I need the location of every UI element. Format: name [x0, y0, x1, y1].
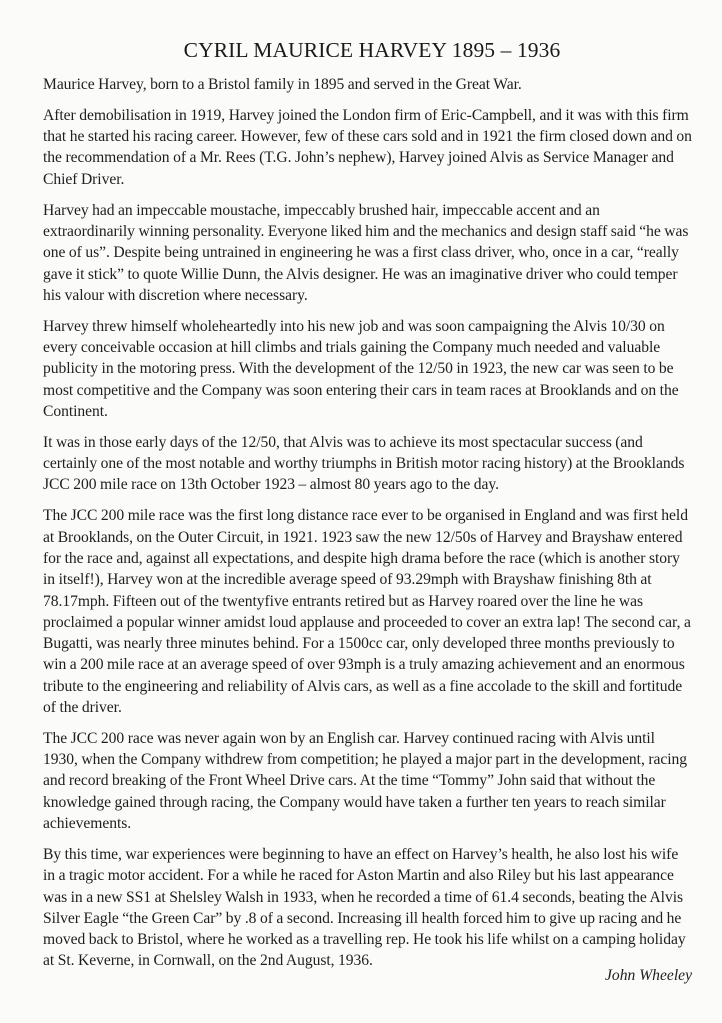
paragraph-later-racing: The JCC 200 race was never again won by an English car. Harvey continued racing with Alvis until 1930, when the Company withdrew from competition; he played a major part in the development, racing and record breaking of the Front Wheel Drive cars. At the time “Tommy” John said that without the knowledge gained through racing, the Company would have taken a further ten years to reach similar achievements.	[43, 729, 688, 833]
paragraph-success: It was in those early days of the 12/50, that Alvis was to achieve its most spectacular success (and certainly one of the most notable and worthy triumphs in British motor racing history) at the Brooklands JCC 200 mile race on 13th October 1923 – almost 80 years ago to the day.	[43, 433, 685, 494]
paragraph-campaigning: Harvey threw himself wholeheartedly into his new job and was soon campaigning the Alvis 10/30 on every conceivable occasion at hill climbs and trials gaining the Company much needed and valuable publicity in the motoring press. With the development of the 12/50 in 1923, the new car was seen to be most competitive and the Company was soon entering their cars in team races at Brooklands and on the Continent.	[43, 317, 679, 420]
paragraph-early-career: After demobilisation in 1919, Harvey joined the London firm of Eric-Campbell, and it was with this firm that he started his racing career. However, few of these cars sold and in 1921 the firm closed down and on the recommendation of a Mr. Rees (T.G. John’s nephew), Harvey joined Alvis as Service Manager and Chief Driver.	[43, 106, 692, 188]
author-signature: John Wheeley	[604, 967, 692, 984]
paragraph-personality: Harvey had an impeccable moustache, impeccably brushed hair, impeccable accent and an extraordinarily winning personality. Everyone liked him and the mechanics and design staff said “he was one of us”. Despite being untrained in engineering he was a first class driver, who, once in a car, “really gave it stick” to quote Willie Dunn, the Alvis designer. He was an imaginative driver who could temper his valour with discretion where necessary.	[43, 201, 689, 304]
paragraph-final-years: By this time, war experiences were beginning to have an effect on Harvey’s health, he also lost his wife in a tragic motor accident. For a while he raced for Aston Martin and also Riley but his last appearance was in a new SS1 at Shelsley Walsh in 1933, when he recorded a time of 61.4 seconds, beating the Alvis Silver Eagle “the Green Car” by .8 of a second. Increasing ill health forced him to give up racing and he moved back to Bristol, where he worked as a travelling rep. He took his life whilst on a camping holiday at St. Keverne, in Cornwall, on the 2nd August, 1936.	[43, 845, 686, 970]
article-body	[43, 0, 693, 972]
article-title: CYRIL MAURICE HARVEY 1895 – 1936	[183, 38, 561, 62]
paragraph-intro: Maurice Harvey, born to a Bristol family in 1895 and served in the Great War.	[43, 76, 522, 93]
paragraph-jcc-race: The JCC 200 mile race was the first long distance race ever to be organised in England and was first held at Brooklands, on the Outer Circuit, in 1921. 1923 saw the new 12/50s of Harvey and Brayshaw entered for the race and, against all expectations, and despite high drama before the race (which is another story in itself!), Harvey won at the incredible average speed of 93.29mph with Brayshaw finishing 8th at 78.17mph. Fifteen out of the twentyfive entrants retired but as Harvey roared over the line he was proclaimed a popular winner amidst loud applause and proceeded to cover an extra lap! The second car, a Bugatti, was nearly three minutes behind. For a 1500cc car, only developed three months previously to win a 200 mile race at an average speed of over 93mph is a truly amazing achievement and an enormous tribute to the engineering and reliability of Alvis cars, as well as a fine accolade to the skill and fortitude of the driver.	[43, 507, 691, 716]
